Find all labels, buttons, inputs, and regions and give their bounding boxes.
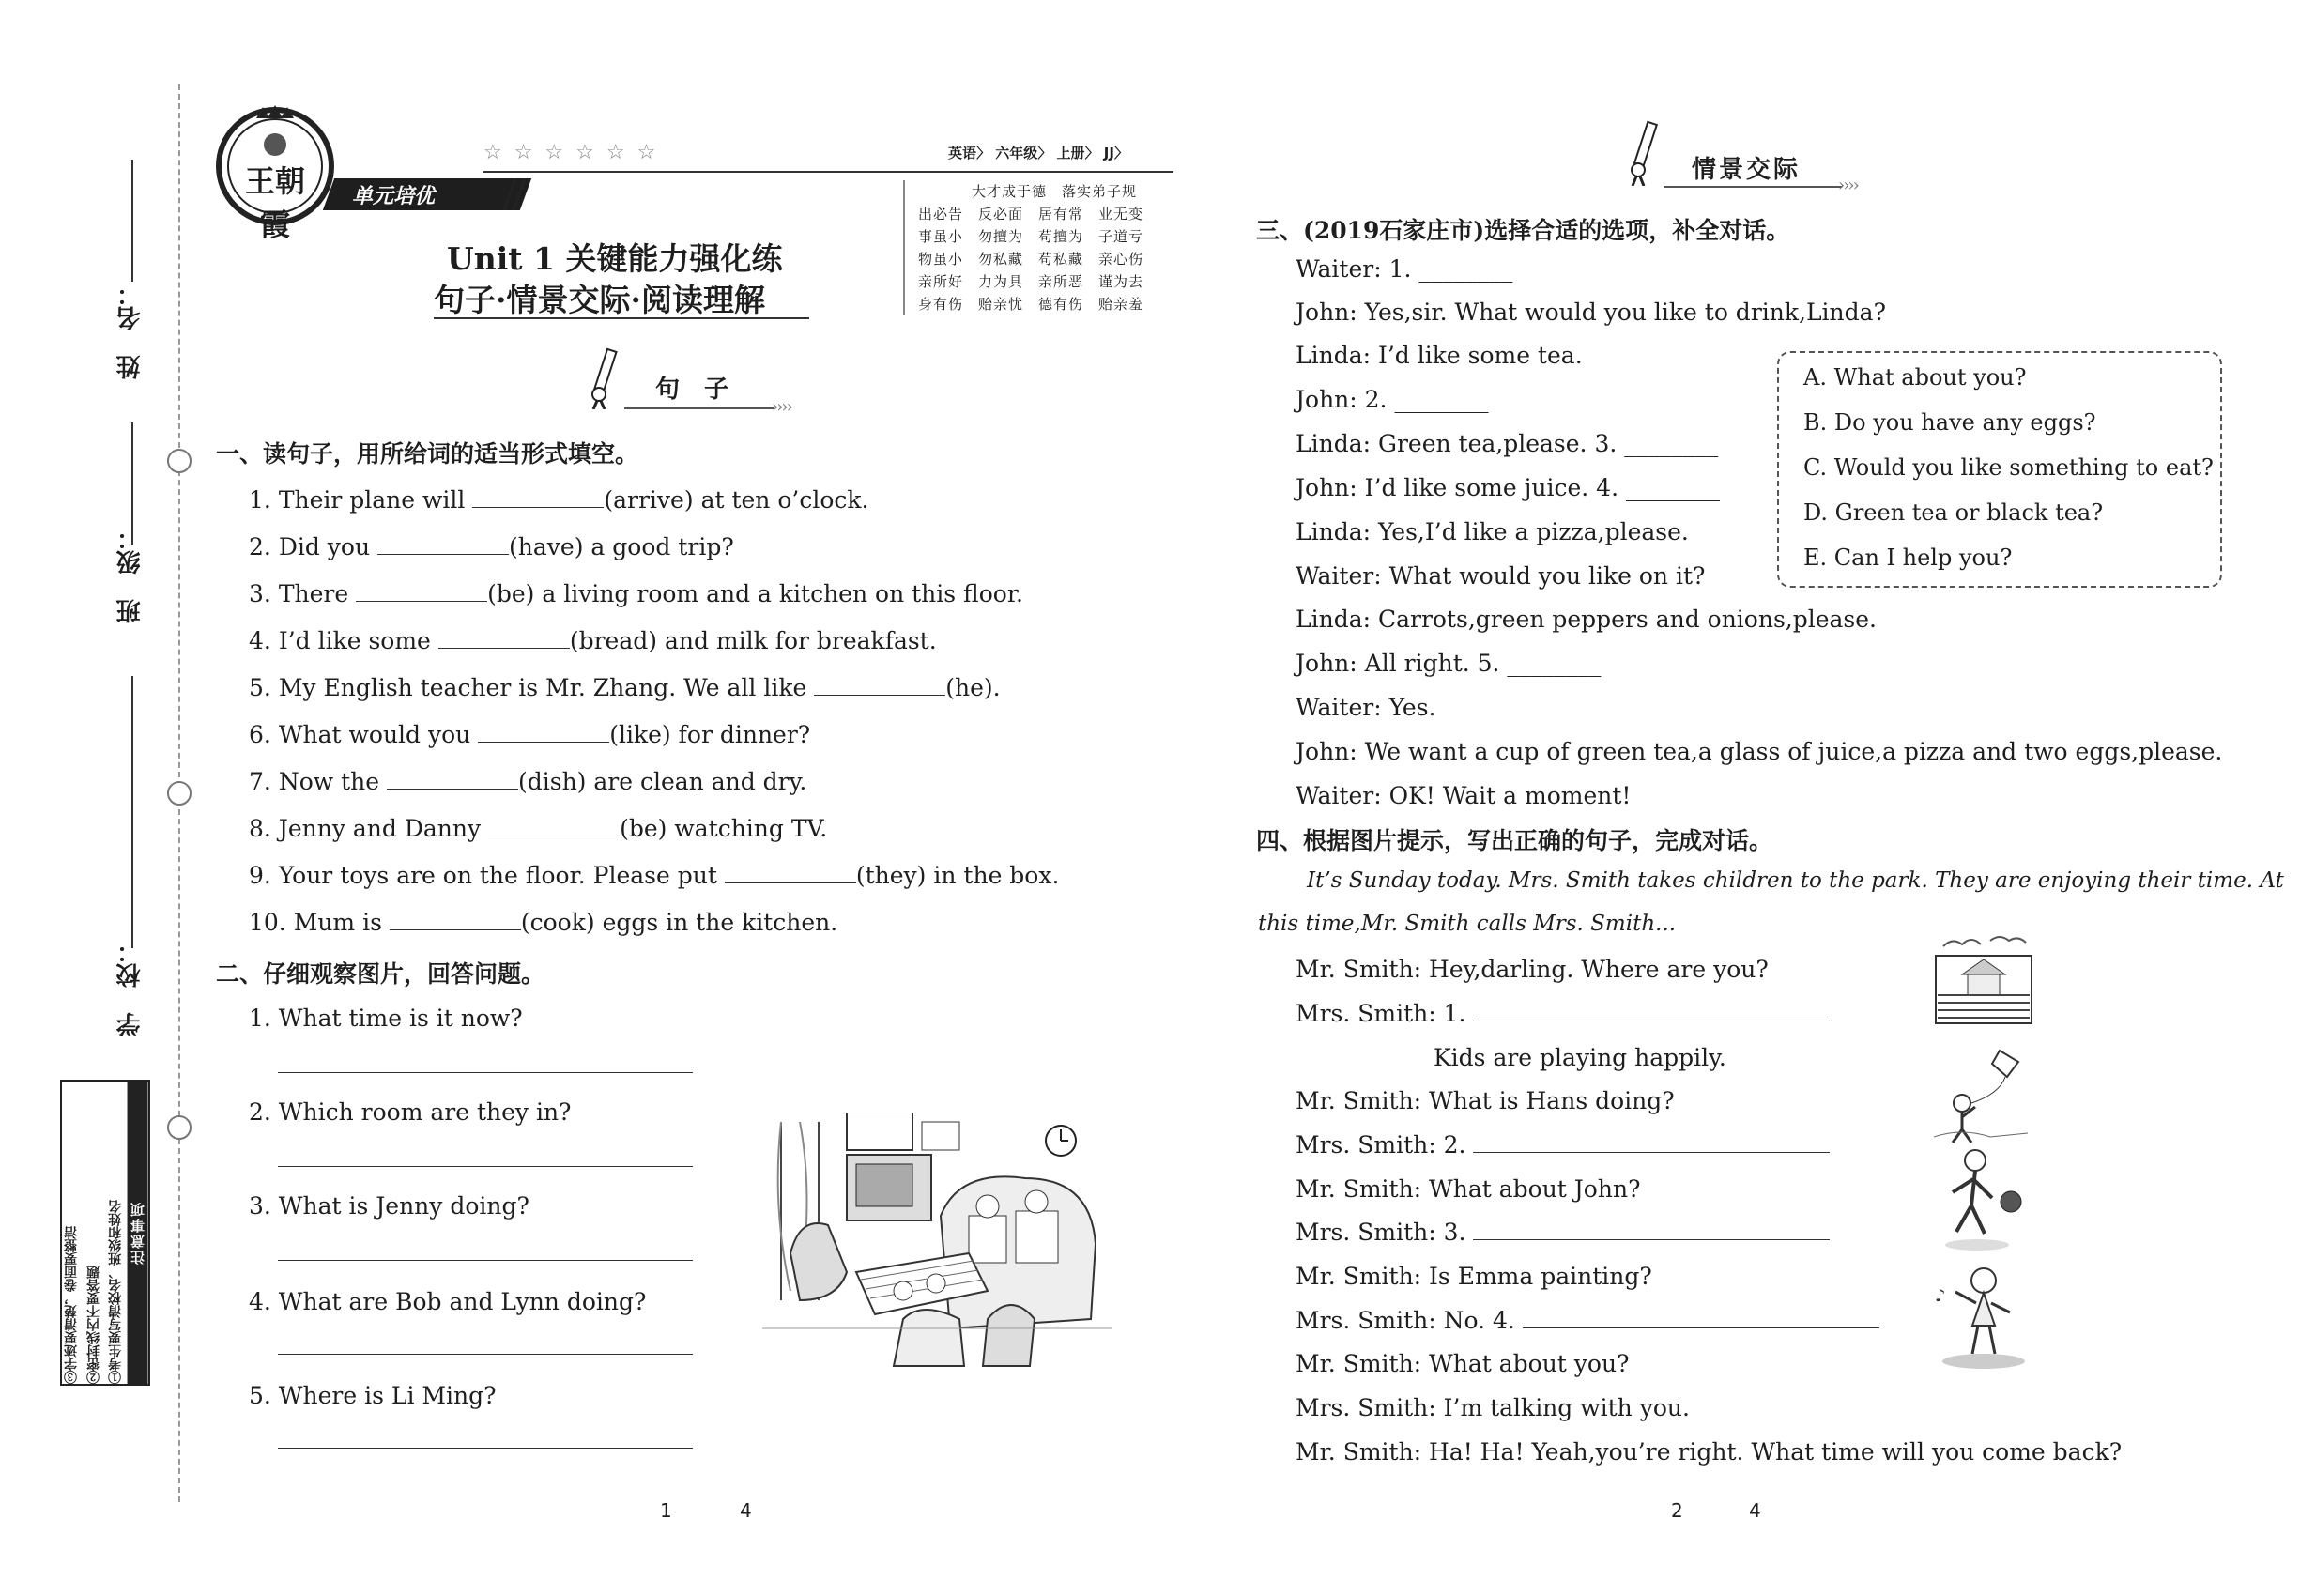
section-header-situational: 情景交际: [1692, 156, 1802, 184]
fill-item: 3. There (be) a living room and a kitchen on this floor.: [249, 580, 1023, 607]
question: 1. What time is it now?: [249, 1005, 523, 1032]
option-c: C. Would you like something to eat?: [1803, 454, 2214, 481]
answer-line[interactable]: [278, 1354, 693, 1355]
option-b: B. Do you have any eggs?: [1803, 409, 2096, 436]
motto-line: 身有伤 贻亲忧 德有伤 贻亲羞: [918, 296, 1144, 313]
answer-blank[interactable]: [478, 742, 609, 743]
motto-line: 大才成于德 落实弟子规: [971, 183, 1137, 200]
section-header-underline: [624, 407, 774, 409]
dialogue-line: John: 2. ________: [1296, 386, 1489, 413]
dialogue-line: Mrs. Smith: 3.: [1296, 1219, 1830, 1246]
intro-text: It’s Sunday today. Mrs. Smith takes children to the park. They are enjoying their time. At: [1307, 868, 2284, 893]
ribbon-stripes: [493, 178, 530, 210]
subject: 英语: [948, 145, 977, 161]
answer-blank[interactable]: [725, 882, 856, 883]
arrow-chevrons-icon: ››››: [1838, 176, 1858, 195]
school-field[interactable]: [131, 676, 133, 948]
brand-logo: [214, 105, 336, 242]
dialogue-line: Waiter: What would you like on it?: [1296, 562, 1706, 590]
answer-blank[interactable]: [377, 554, 509, 555]
subject-info: 英语〉 六年级〉 上册〉 JJ〉: [948, 145, 1128, 161]
intro-text: this time,Mr. Smith calls Mrs. Smith...: [1258, 912, 1677, 936]
fill-item: 4. I’d like some (bread) and milk for breakfast.: [249, 627, 937, 654]
motto-line: 物虽小 勿私藏 苟私藏 亲心伤: [918, 251, 1144, 268]
notice-item: ①考生要写清校名、班级和姓名: [107, 1200, 123, 1384]
name-label: 姓 名：: [116, 282, 145, 379]
notice-title: 注意事项: [128, 1082, 148, 1384]
answer-blank[interactable]: [1473, 1152, 1830, 1153]
dialogue-line: Mr. Smith: Ha! Ha! Yeah,you’re right. What time will you come back?: [1296, 1438, 2123, 1466]
motto-line: 出必告 反必面 居有常 业无变: [918, 206, 1144, 223]
answer-line[interactable]: [278, 1072, 693, 1073]
grade: 六年级: [995, 145, 1038, 161]
svg-text:♪: ♪: [1935, 1286, 1946, 1306]
dialogue-line: Mrs. Smith: I’m talking with you.: [1296, 1394, 1690, 1421]
kite-flying-picture: [1934, 1047, 2028, 1144]
fill-item: 7. Now the (dish) are clean and dry.: [249, 768, 807, 795]
fill-item: 2. Did you (have) a good trip?: [249, 533, 734, 560]
question: 2. Which room are they in?: [249, 1098, 572, 1126]
edition: JJ: [1103, 145, 1114, 161]
dialogue-line: Waiter: 1. ________: [1296, 255, 1513, 283]
dialogue-line: Mr. Smith: What about John?: [1296, 1175, 1641, 1203]
answer-blank[interactable]: [387, 789, 518, 790]
subtitle-rule: [434, 317, 809, 319]
fill-item: 9. Your toys are on the floor. Please put (they) in the box.: [249, 862, 1060, 889]
answer-line[interactable]: [278, 1448, 693, 1449]
fill-item: 1. Their plane will (arrive) at ten o’clock.: [249, 486, 869, 514]
page-title: Unit 1 关键能力强化练: [447, 240, 783, 277]
motto-box: [903, 180, 1190, 315]
class-label: 班 级：: [116, 526, 145, 623]
dialogue-line: Mr. Smith: What is Hans doing?: [1296, 1087, 1675, 1114]
option-a: A. What about you?: [1803, 364, 2027, 391]
header-rule: [483, 171, 1173, 173]
dialogue-line: Mrs. Smith: 2.: [1296, 1131, 1830, 1159]
term: 上册: [1056, 145, 1085, 161]
binding-hole-2: [167, 781, 192, 806]
dialogue-line: Waiter: Yes.: [1296, 694, 1436, 721]
dialogue-line: Mr. Smith: Hey,darling. Where are you?: [1296, 956, 1769, 983]
option-e: E. Can I help you?: [1803, 545, 2013, 571]
answer-blank[interactable]: [356, 601, 487, 602]
dialogue-line: John: I’d like some juice. 4. ________: [1296, 474, 1720, 501]
notice-item: ③字迹要清楚，卷面要整洁: [64, 1226, 80, 1384]
section-header-underline: [1664, 186, 1842, 188]
question: 4. What are Bob and Lynn doing?: [249, 1288, 647, 1315]
answer-blank[interactable]: [1523, 1327, 1879, 1328]
page-number: 4: [1749, 1499, 1761, 1522]
dialogue-line: Mr. Smith: What about you?: [1296, 1350, 1630, 1377]
dialogue-line: Mrs. Smith: No. 4.: [1296, 1307, 1879, 1334]
logo-text: 王朝霞: [244, 163, 305, 242]
motto-line: 亲所好 力为具 亲所恶 谨为去: [918, 273, 1144, 290]
pencil-icon: [586, 347, 623, 409]
answer-blank[interactable]: [390, 929, 521, 930]
picture-hint: Kids are playing happily.: [1434, 1044, 1726, 1071]
fill-item: 6. What would you (like) for dinner?: [249, 721, 811, 748]
dialogue-line: Linda: Green tea,please. 3. ________: [1296, 430, 1719, 457]
page-number: 4: [740, 1499, 752, 1522]
arrow-chevrons-icon: ››››: [772, 397, 791, 417]
part4-title: 四、根据图片提示，写出正确的句子，完成对话。: [1256, 827, 1773, 854]
fill-item: 10. Mum is (cook) eggs in the kitchen.: [249, 909, 838, 936]
answer-blank[interactable]: [438, 648, 570, 649]
fill-item: 5. My English teacher is Mr. Zhang. We all like (he).: [249, 674, 1001, 701]
motto-line: 事虽小 勿擅为 苟擅为 子道亏: [918, 228, 1144, 245]
answer-blank[interactable]: [472, 507, 604, 508]
option-d: D. Green tea or black tea?: [1803, 499, 2104, 526]
class-field[interactable]: [131, 422, 133, 545]
school-label: 学 校：: [116, 939, 145, 1036]
binding-hole-1: [167, 449, 192, 473]
page-number: 2: [1671, 1499, 1683, 1522]
pencil-icon: [1624, 120, 1664, 186]
dialogue-line: Mr. Smith: Is Emma painting?: [1296, 1263, 1652, 1290]
dancing-girl-picture: [1929, 1264, 2034, 1371]
dialogue-line: John: All right. 5. ________: [1296, 650, 1602, 677]
page-number: 1: [660, 1499, 672, 1522]
options-box: [1777, 351, 2222, 588]
section-header-sentences: 句 子: [655, 376, 729, 404]
living-room-illustration: [762, 1113, 1112, 1385]
fill-item: 8. Jenny and Danny (be) watching TV.: [249, 815, 828, 842]
dialogue-line: Waiter: OK! Wait a moment!: [1296, 782, 1632, 809]
difficulty-stars: ☆ ☆ ☆ ☆ ☆ ☆: [483, 141, 659, 164]
answer-blank[interactable]: [814, 695, 945, 696]
dialogue-line: Linda: Carrots,green peppers and onions,please.: [1296, 606, 1878, 633]
dialogue-line: John: We want a cup of green tea,a glass of juice,a pizza and two eggs,please.: [1296, 738, 2223, 765]
part3-title: 三、(2019石家庄市)选择合适的选项，补全对话。: [1256, 217, 1790, 244]
name-field[interactable]: [131, 160, 133, 282]
binding-hole-3: [167, 1115, 192, 1140]
page-subtitle: 句子·情景交际·阅读理解: [434, 282, 765, 318]
park-picture: [1934, 928, 2033, 1025]
answer-blank[interactable]: [1473, 1239, 1830, 1240]
dialogue-line: Linda: I’d like some tea.: [1296, 342, 1583, 369]
dialogue-line: Linda: Yes,I’d like a pizza,please.: [1296, 518, 1689, 545]
part2-title: 二、仔细观察图片，回答问题。: [216, 960, 545, 988]
ribbon-label: 单元培优: [352, 185, 436, 208]
question: 3. What is Jenny doing?: [249, 1192, 529, 1220]
dialogue-line: Mrs. Smith: 1.: [1296, 1000, 1830, 1027]
answer-line[interactable]: [278, 1166, 693, 1167]
dialogue-line: John: Yes,sir. What would you like to drink,Linda?: [1296, 299, 1886, 326]
part1-title: 一、读句子，用所给词的适当形式填空。: [216, 440, 639, 468]
basketball-picture: [1934, 1147, 2033, 1252]
notice-item: ②密封线内不要答题: [85, 1266, 101, 1384]
answer-line[interactable]: [278, 1260, 693, 1261]
question: 5. Where is Li Ming?: [249, 1382, 497, 1409]
notice-box: [60, 1080, 150, 1386]
